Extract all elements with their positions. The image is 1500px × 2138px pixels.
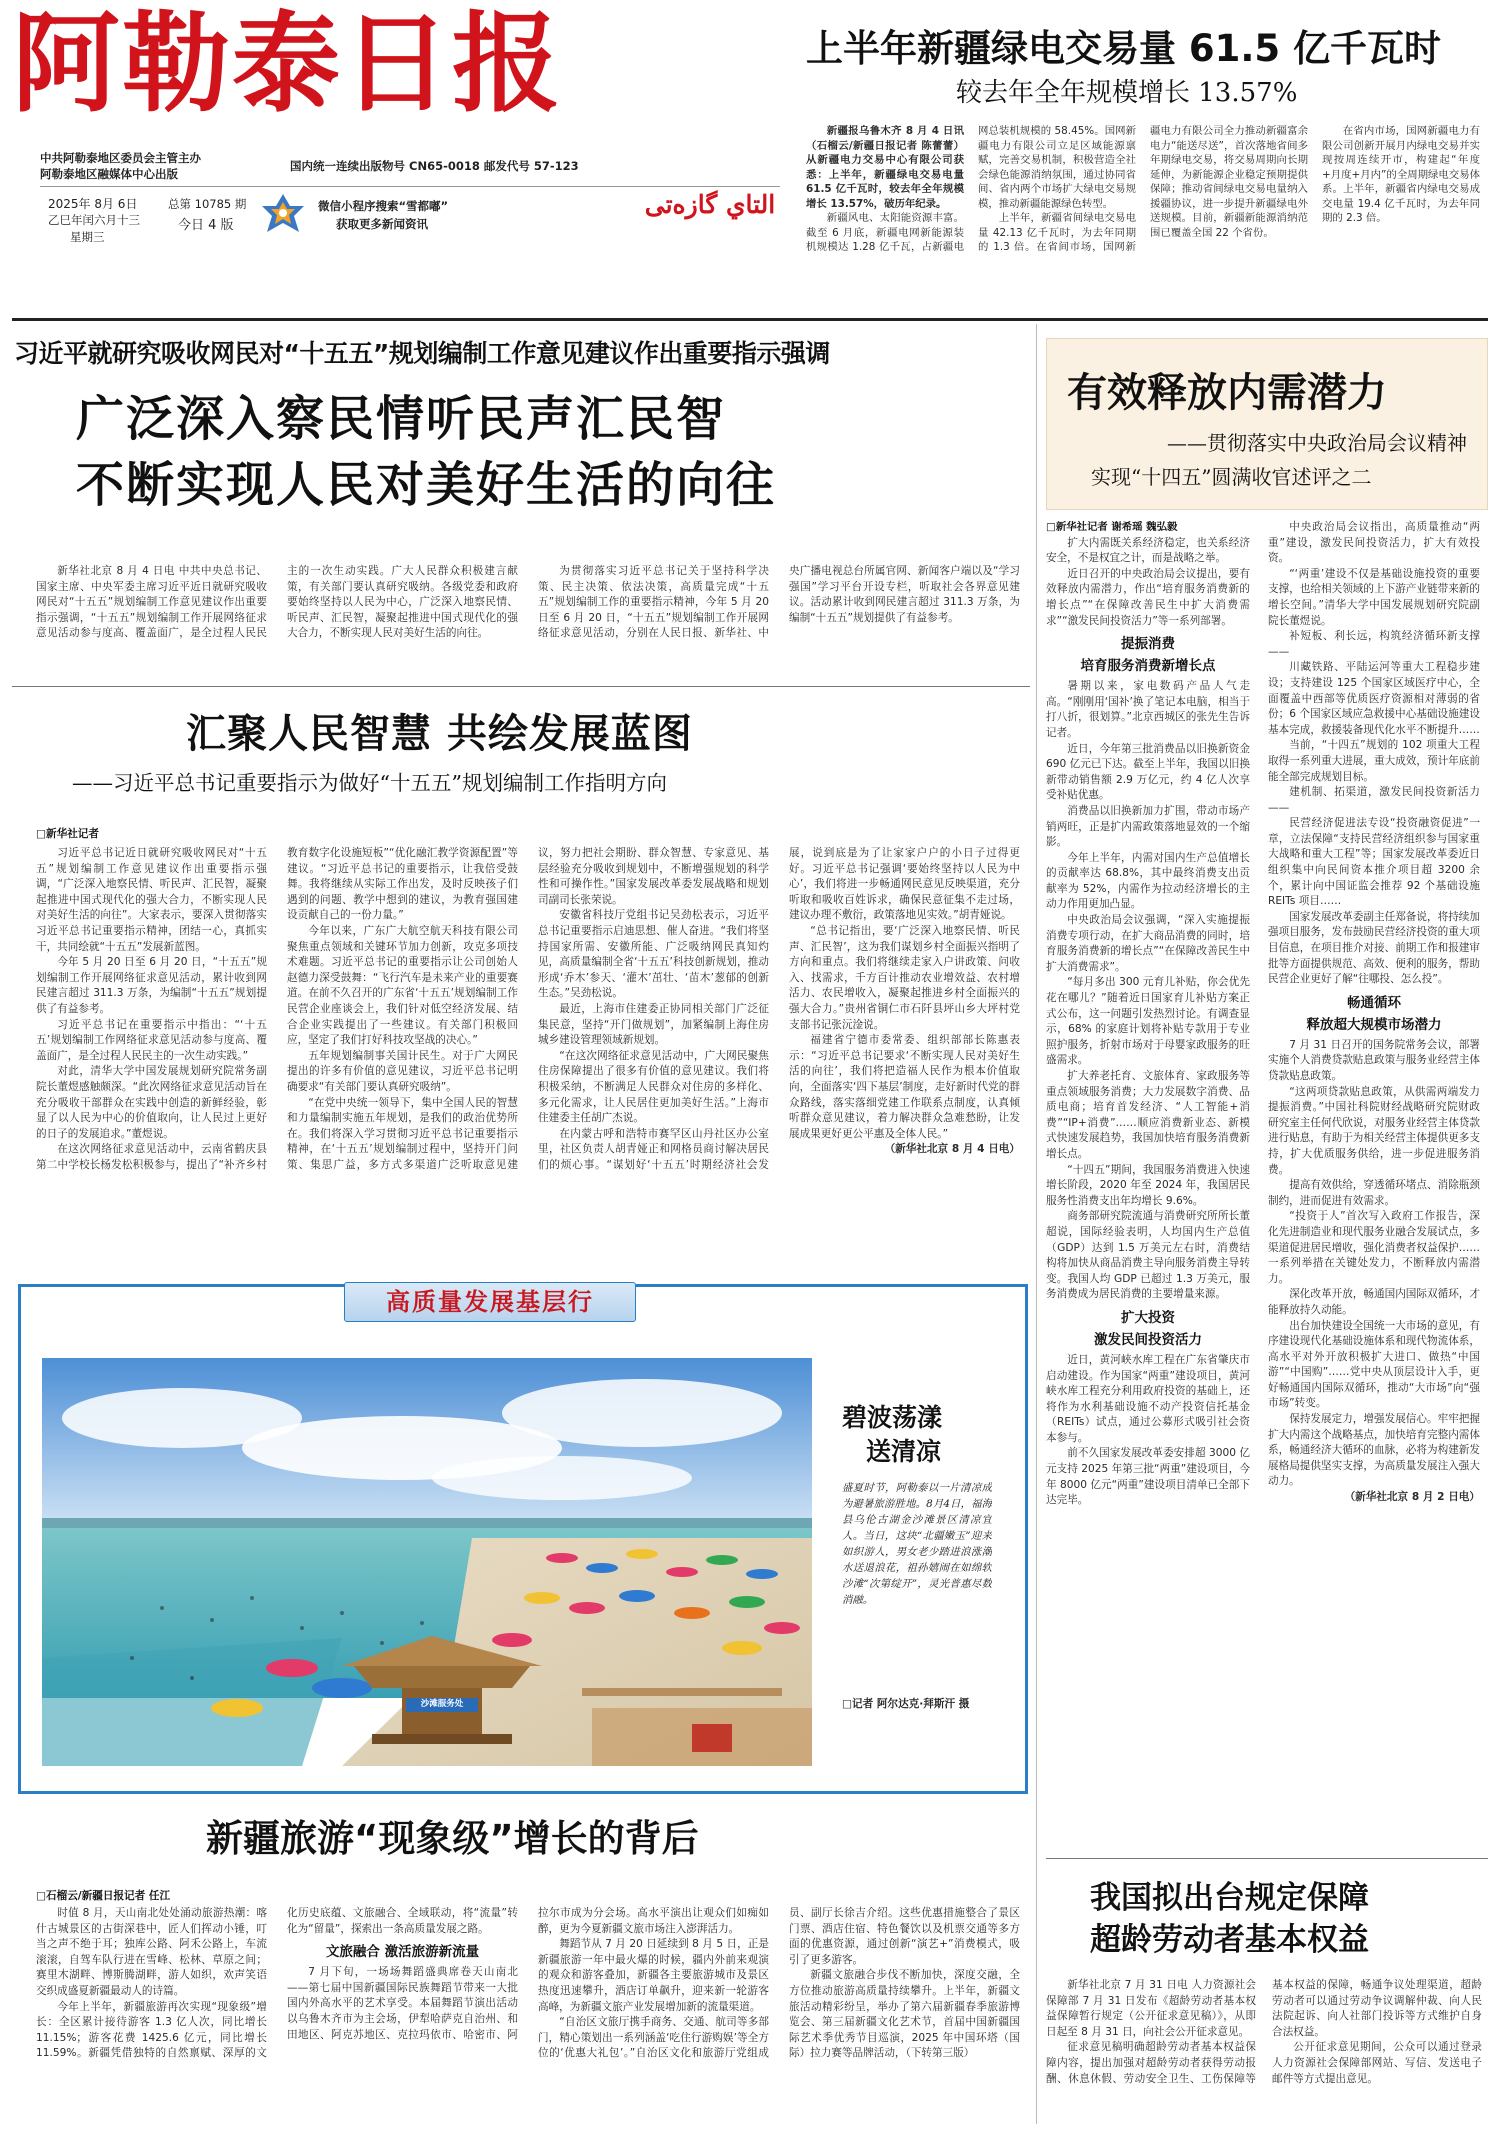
tourism-paragraph: 今年上半年，新疆旅游再次实现“现象级”增长：全区累计接待游客 1.3 亿人次，同比增长 11.15%；游客花费 1425.6 亿元，同比增长 11.59%。新疆凭借独特的自然禀赋、深厚的文化历史底蕴、文旅融合、全域联动，将“流量”转化为“留量”，探索出一条高质量发展之路。 xyxy=(36,1907,518,2060)
blueprint-paragraph: 对此，清华大学中国发展规划研究院常务副院长董煜感触颇深。“此次网络征求意见活动旨在充分吸收干部群众在实践中创造的新鲜经验，彰显了以人民为中心的价值取向，让人民过上更好的日子的发展追求。”董煜说。 xyxy=(36,1065,267,1140)
blueprint-subtitle: ——习近平总书记重要指示为做好“十五五”规划编制工作指明方向 xyxy=(72,771,667,795)
blueprint-paragraph: 在这次网络征求意见活动中，云南省鹤庆县第二中学校长杨发松积极参与，提出了“补齐乡村教育数字化设施短板”“优化融汇教学资源配置”等建议。“习近平总书记的重要指示，让我倍受鼓舞。我将继续从实际工作出发，及时反映孩子们遇到的问题、教学中想到的建议，为教育强国建设贡献自己的一份力量。” xyxy=(36,847,518,1171)
blueprint-body xyxy=(36,846,1020,1286)
section-1-paragraph: 近日，今年第三批消费品以旧换新资金 690 亿元已下达。截至上半年，我国以旧换新带动销售额 2.9 万亿元，约 4 亿人次享受补贴优惠。 xyxy=(1046,742,1250,802)
blueprint-paragraph: 最近，上海市住建委正协同相关部门广泛征集民意，坚持“开门做规划”，加紧编制上海住房城乡建设管理领域新规划。 xyxy=(538,1002,769,1047)
section-banner-label: 高质量发展基层行 xyxy=(386,1288,594,1316)
section-1-paragraph: 消费品以旧换新加力扩围，带动市场产销两旺，正是扩内需政策落地显效的一个缩影。 xyxy=(1046,804,1250,849)
issue-total: 总第 10785 期 xyxy=(168,197,247,211)
section-1-paragraph: 扩大养老托育、文旅体育、家政服务等重点领域服务消费；大力发展数字消费、品质电商；培育首发经济、“人工智能+消费”“IP+消费”……顺应消费新业态、新模式快速发展趋势，我国加快培育服务消费新增长点。 xyxy=(1046,1070,1250,1160)
commentary-subline-2: 实现“十四五”圆满收官述评之二 xyxy=(1091,465,1372,489)
section-3-paragraph: 深化改革开放，畅通国内国际双循环，才能释放持久动能。 xyxy=(1268,1288,1480,1316)
commentary-column-2 xyxy=(1268,520,1480,1850)
app-logo-icon xyxy=(258,192,308,238)
photo-caption-title-1: 碧波荡漾 xyxy=(842,1403,943,1432)
section-1-paragraph: “十四五”期间，我国服务消费进入快速增长阶段，2020 年至 2024 年，我国居民服务性消费支出年均增长 9.6%。 xyxy=(1046,1163,1250,1207)
top-story-paragraph: 在省内市场，国网新疆电力有限公司创新开展月内绿电交易并实现按周连续开市，构建起“年度+月度+月内”的全周期绿电交易体系。上半年，新疆省内绿电交易成交电量 19.4 亿千瓦时，为去年同期的 2.3 倍。 xyxy=(1322,125,1480,224)
section-3-title-1: 畅通循环 xyxy=(1347,994,1401,1011)
section-1-paragraph: 今年上半年，内需对国内生产总值增长的贡献率达 68.8%，其中最终消费支出贡献率为 52%，内需作为拉动经济增长的主动力作用更加凸显。 xyxy=(1046,851,1250,911)
labor-paragraph: 公开征求意见期间，公众可以通过登录人力资源社会保障部网站、写信、发送电子邮件等方式提出意见。 xyxy=(1272,2041,1482,2085)
lunar-date: 乙巳年闰六月十三 xyxy=(48,213,140,227)
blueprint-paragraph: 习近平总书记在重要指示中指出：“‘十五五’规划编制工作网络征求意见活动参与度高、覆盖面广，是全过程人民民主的一次生动实践。” xyxy=(36,1018,267,1062)
section-banner xyxy=(344,1282,636,1322)
section-1-paragraph: “每月多出 300 元育儿补贴，你会优先花在哪儿？”随着近日国家育儿补贴方案正式公布，这一问题引发热烈讨论。有调查显示，68% 的家庭计划将补贴专款用于专业照护服务，折射市场对于母婴家政服务的旺盛需求。 xyxy=(1046,976,1250,1067)
section-1-title-1: 提振消费 xyxy=(1121,636,1175,653)
photo-caption-title-2: 送清凉 xyxy=(866,1437,942,1466)
commentary-headline: 有效释放内需潜力 xyxy=(1067,370,1387,416)
tourism-paragraph: 7 月下旬，一场场舞蹈盛典席卷天山南北——第七届中国新疆国际民族舞蹈节带来一大批国内外高水平的艺术享受。本届舞蹈节演出活动以乌鲁木齐市为主会场，伊犁哈萨克自治州、和田地区、阿克苏地区、克拉玛依市、哈密市、阿拉尔市成为分会场。高水平演出让观众们如痴如醉，更为今夏新疆文旅市场注入澎湃活力。 xyxy=(287,1907,769,2041)
commentary-col2-paragraph: 国家发展改革委副主任郑备说，将持续加强项目服务，发布鼓励民营经济投资的重大项目信息，在项目推介对接、前期工作和报建审批等方面提供规范、高效、便利的服务，帮助民营企业更好了解“往哪投、怎么投”。 xyxy=(1268,910,1480,986)
top-story-body xyxy=(806,124,1480,304)
section-2-paragraph: 近日，黄河峡水库工程在广东省肇庆市启动建设。作为国家“两重”建设项目，黄河峡水库工程充分利用政府投资的基础上，还将作为水利基础设施不动产投资信托基金（REITs）试点，通过公募形式吸引社会资本参与。 xyxy=(1046,1353,1250,1444)
blueprint-paragraph: “总书记指出，要‘广泛深入地察民情、听民声、汇民智’，这为我们谋划乡村全面振兴指明了方向和重点。我们将继续走家入户讲政策、问收入、找需求，千方百计推动农业增效益、农村增活力、农民增收入，凝聚起推进乡村全面振兴的强大合力。”贵州省铜仁市石阡县坪山乡大坪村党支部书记张沅淦说。 xyxy=(789,924,1020,1031)
wechat-more-news-line: 获取更多新闻资讯 xyxy=(336,217,428,231)
kazakh-title: التاي گازەتى xyxy=(644,190,776,219)
tourism-body xyxy=(36,1906,1020,2132)
section-1-paragraph: 商务部研究院流通与消费研究所所长董超说，国际经验表明，人均国内生产总值（GDP）达到 1.5 万美元左右时，消费结构将加快从商品消费主导向服务消费主导转变。我国人均 GDP 已超过 1.3 万美元，服务消费成为居民消费的主要增量来源。 xyxy=(1046,1210,1250,1301)
section-1-paragraph: 中央政治局会议强调，“深入实施提振消费专项行动，在扩大商品消费的同时，培育服务消费新的增长点”“在保障改善民生中扩大消费需求”。 xyxy=(1046,914,1250,973)
top-story-subtitle: 较去年全年规模增长 13.57% xyxy=(956,78,1298,108)
commentary-col2-paragraph: 建机制、拓渠道，激发民间投资新活力—— xyxy=(1268,786,1480,814)
top-story-headline: 上半年新疆绿电交易量 61.5 亿千瓦时 xyxy=(806,27,1442,70)
top-story-lead: 新疆报乌鲁木齐 8 月 4 日讯（石榴云/新疆日报记者 陈蕾蕾）从新疆电力交易中心有限公司获悉：上半年，新疆绿电交易电量 61.5 亿千瓦时，较去年全年规模增长 13.57%，破历年纪录。 xyxy=(806,125,964,210)
section-2-paragraph: 前不久国家发展改革委安排超 3000 亿元支持 2025 年第三批“两重”建设项目，今年 8000 亿元“两重”建设项目清单已全部下达完毕。 xyxy=(1046,1447,1250,1507)
commentary-header-box xyxy=(1046,338,1488,510)
blueprint-paragraph: 习近平总书记近日就研究吸收网民对“十五五”规划编制工作意见建议作出重要指示强调，“广泛深入地察民情、听民声、汇民智，凝聚起推进中国式现代化的强大合力，不断实现人民对美好生活的向往”。大家表示，要深入贯彻落实习近平总书记重要指示精神，团结一心，真抓实干，共同绘就“十五五”发展新蓝图。 xyxy=(36,847,267,953)
blueprint-paragraph: 安徽省科技厅党组书记吴劲松表示，习近平总书记重要指示启迪思想、催人奋进。“我们将坚持国家所需、安徽所能、广泛吸纳网民真知灼见，高质量编制全省‘十五五’科技创新规划，推动形成‘乔木’参天、‘灌木’茁壮、‘苗木’葱郁的创新生态。”吴劲松说。 xyxy=(538,909,769,1000)
lead-story-headline-1: 广泛深入察民情听民声汇民智 xyxy=(76,391,727,447)
lead-story-headline-2: 不断实现人民对美好生活的向往 xyxy=(76,457,777,513)
labor-body xyxy=(1046,1978,1482,2132)
commentary-col2-paragraph: 补短板、利长远，构筑经济循环新支撑—— xyxy=(1268,630,1480,658)
tourism-paragraph: 时值 8 月，天山南北处处涌动旅游热潮：喀什古城景区的古街深巷中，匠人们挥动小锤，叮当之声不绝于耳；独库公路、阿禾公路上，车流滚滚，自驾车队行进在雪峰、松林、草原之间；赛里木湖畔、博斯腾湖畔，游人如织，欢声笑语交织成盛夏新疆最动人的诗篇。 xyxy=(36,1907,267,1997)
commentary-col2-paragraph: 民营经济促进法专设“投资融资促进”一章，立法保障“支持民营经济组织参与国家重大战略和重大工程”等；国家发展改革委近日组织集中向民间资本推介项目超 3200 余个，累计向中国证监会推荐 92 个基础设施 REITs 项目…… xyxy=(1268,817,1480,908)
beach-photo xyxy=(42,1358,812,1766)
lead-story-paragraph: 新华社北京 8 月 4 日电 中共中央总书记、国家主席、中央军委主席习近平近日就研究吸收网民对“十五五”规划编制工作意见建议作出重要指示强调，“十五五”规划编制工作开展网络征求意见活动参与度高、覆盖面广，是全过程人民民主的一次生动实践。广大人民群众积极建言献策，有关部门要认真研究吸纳。各级党委和政府要始终坚持以人民为中心，广泛深入地察民情、听民声、汇民智，凝聚起推进中国式现代化的强大合力，不断实现人民对美好生活的向往。 xyxy=(36,565,518,640)
commentary-column-1: □新华社记者 谢希瑶 魏弘毅 扩大内需既关系经济稳定，也关系经济安全，不是权宜之计，而是战略之举。 近日召开的中央政治局会议提出，要有效释放内需潜力，作出“培育服务消费新的增长点”“在保障改善民生中扩大消费需求”“激发民间投资活力”等一系列部署。 提振消费 培育服务消费新增长点 暑期以来，家电数码产品人气走高。“刚刚用‘国补’换了笔记本电脑，相当于打八折，很划算。”北京西城区的张先生告诉记者。 近日，今年第三批消费品以旧换新资金 690 亿元已下达。截至上半年，我国以旧换新带动销售额 2.9 万亿元，约 4 亿人次享受补贴优惠。 消费品以旧换新加力扩围，带动市场产销两旺，正是扩内需政策落地显效的一个缩影。 今年上半年，内需对国内生产总值增长的贡献率达 68.8%，其中最终消费支出贡献率为 52%，内需作为拉动经济增长的主动力作用更加凸显。 中央政治局会议强调，“深入实施提振消费专项行动，在扩大商品消费的同时，培育服务消费新的增长点”“在保障改善民生中扩大消费需求”。 “每月多出 300 元育儿补贴，你会优先花在哪儿？”随着近日国家育儿补贴方案正式公布，这一问题引发热烈讨论。有调查显示，68% 的家庭计划将补贴专款用于专业照护服务，折射市场对于母婴家政服务的旺盛需求。 扩大养老托育、文旅体育、家政服务等重点领域服务消费；大力发展数字消费、品质电商；培育首发经济、“人工智能+消费”“IP+消费”……顺应消费新业态、新模式快速发展趋势，我国加快培育服务消费新增长点。 “十四五”期间，我国服务消费进入快速增长阶段，2020 年至 2024 年，我国居民服务性消费支出年均增长 9.6%。 商务部研究院流通与消费研究所所长董超说，国际经验表明，人均国内生产总值（GDP）达到 1.5 万美元左右时，消费结构将加快从商品消费主导向服务消费主导转变。我国人均 GDP 已超过 1.3 万美元，服务消费成为居民消费的主要增量来源。 扩大投资 激发民间投资活力 近日，黄河峡水库工程在广东省肇庆市启动建设。作为国家“两重”建设项目，黄河峡水库工程充分利用政府投资的基础上，还将作为水利基础设施不动产投资信托基金（REITs）试点，通过公募形式吸引社会资本参与。 前不久国家发展改革委安排超 3000 亿元支持 2025 年第三批“两重”建设项目，今年 8000 亿元“两重”建设项目清单已全部下达完毕。 xyxy=(1046,520,1250,1850)
section-1-title-2: 培育服务消费新增长点 xyxy=(1080,658,1216,675)
commentary-col2-paragraph: 川藏铁路、平陆运河等重大工程稳步建设；支持建设 125 个国家区域医疗中心，全面覆盖中西部等优质医疗资源相对薄弱的省份；6 个国家区域应急救援中心基础设施建设基本完成，救援装备现代化水平不断提升…… xyxy=(1268,661,1480,736)
section-1-paragraph: 暑期以来，家电数码产品人气走高。“刚刚用‘国补’换了笔记本电脑，相当于打八折，很划算。”北京西城区的张先生告诉记者。 xyxy=(1046,680,1250,739)
commentary-intro: 扩大内需既关系经济稳定，也关系经济安全，不是权宜之计，而是战略之举。 xyxy=(1046,536,1250,565)
publication-date: 2025年 8月 6日 xyxy=(48,197,138,211)
lead-story-body xyxy=(36,564,1020,672)
section-3-paragraph: 7 月 31 日召开的国务院常务会议，部署实施个人消费贷款贴息政策与服务业经营主体贷款贴息政策。 xyxy=(1268,1038,1480,1082)
blueprint-byline: □新华社记者 xyxy=(36,828,99,840)
section-2-title-1: 扩大投资 xyxy=(1121,1309,1175,1326)
tourism-paragraph: 舞蹈节从 7 月 20 日延续到 8 月 5 日，正是新疆旅游一年中最火爆的时候，疆内外前来观演的观众和游客叠加，新疆各主要旅游城市及景区热度迅速攀升，酒店订单飙升，迎来新一轮游客高峰，为新疆文旅产业发展增加新的流量渠道。 xyxy=(538,1938,769,2013)
tourism-headline: 新疆旅游“现象级”增长的背后 xyxy=(206,1817,699,1860)
section-3-title-2: 释放超大规模市场潜力 xyxy=(1306,1016,1442,1033)
blueprint-paragraph: 福建省宁德市委常委、组织部部长陈惠表示：“习近平总书记要求‘不断实现人民对美好生活的向往’，我们将把造福人民作为根本价值取向，全面落实‘四下基层’制度，走好新时代党的群众路线，落实落细党建工作联系点制度，认真倾听群众意见建议，着力解决群众急难愁盼，让发展成果更好更公平惠及全体人民。” xyxy=(789,1034,1020,1140)
blueprint-paragraph: 在内蒙古呼和浩特市赛罕区山丹社区办公室里，社区负责人胡青娅正和网格员商讨解决居民们的烦心事。“谋划好‘十五五’时期经济社会发展，说到底是为了让家家户户的小日子过得更好。习近平总书记强调‘要始终坚持以人民为中心’，我们将进一步畅通网民意见反映渠道，充分听取和吸收百姓诉求，确保民意征集不走过场，建议办理不敷衍，政策落地见实效。”胡青娅说。 xyxy=(538,847,1020,1171)
tourism-subheading: 文旅融合 激活旅游新流量 xyxy=(325,1944,480,1961)
weekday: 星期三 xyxy=(70,230,105,244)
blueprint-headline: 汇聚人民智慧 共绘发展蓝图 xyxy=(186,711,693,757)
labor-headline-1: 我国拟出台规定保障 xyxy=(1090,1880,1369,1916)
top-story-paragraph: 上半年，新疆省间绿电交易电量 42.13 亿千瓦时，为去年同期的 1.3 倍。在省间市场，国网新疆电力有限公司全力推动新疆富余电力“能送尽送”，首次落地省间多年期绿电交易，将交易周期向长期延伸，为新能源企业稳定预期提供保障；推动省间绿电交易电量纳入援疆协议，进一步提升新疆绿电外送规模。目前，新疆新能源消纳范围已覆盖全国 22 个省份。 xyxy=(978,125,1308,253)
blueprint-paragraph: 今年以来，广东广大航空航天科技有限公司聚焦重点领域和关键环节加力创新，攻克多项技术难题。习近平总书记的重要指示让公司创始人赵德力深受鼓舞：“飞行汽车是未来产业的重要赛道。在前不久召开的广东省‘十五五’规划编制工作民营企业座谈会上，我们针对低空经济发展、结合企业实践提出了一些建议。有关部门积极回应，坚定了我们打好科技攻坚战的决心。” xyxy=(287,924,518,1047)
section-3-paragraph: 提高有效供给，穿透循环堵点、消除瓶颈制约，进而促进有效需求。 xyxy=(1268,1179,1480,1207)
sponsor-line-2: 阿勒泰地区融媒体中心出版 xyxy=(40,167,178,181)
photo-caption-text: 盛夏时节，阿勒泰以一片清凉成为避暑旅游胜地。8月4日，福海县乌伦古湖金沙滩景区清凉宜人。当日，这块“北疆嫩玉”迎来如织游人，男女老少踏进浪涨潮水送退浪花，祖孙嬉闹在如绵软沙滩“次第绽开”，灵光普惠尽数消融。 xyxy=(842,1482,992,1606)
top-story-paragraph: 新疆风电、太阳能资源丰富。截至 6 月底，新疆电网新能源装机规模达 1.28 亿千瓦，占新疆电网总装机规模的 58.45%。国网新疆电力有限公司立足区域能源禀赋，完善交易机制，积极营造全社会绿色能源消纳氛围，通过协同省间、省内两个市场扩大绿电交易规模，推动新疆能源绿色转型。 xyxy=(806,125,1136,253)
labor-paragraph: 新华社北京 7 月 31 日电 人力资源社会保障部 7 月 31 日发布《超龄劳动者基本权益保障暂行规定（公开征求意见稿）》，从即日起至 8 月 31 日，向社会公开征求意见。 xyxy=(1046,1979,1256,2038)
blueprint-paragraph: “在党中央统一领导下，集中全国人民的智慧和力量编制实施五年规划，是我们的政治优势所在。我们将深入学习贯彻习近平总书记重要指示精神，在‘十五五’规划编制过程中，坚持开门问策、集思广益，多方式多渠道广泛听取意见建议，努力把社会期盼、群众智慧、专家意见、基层经验充分吸收到规划中，不断增强规划的科学性和可操作性。”国家发展改革委发展战略和规划司副司长张荣说。 xyxy=(287,847,769,1171)
section-2-title-2: 激发民间投资活力 xyxy=(1094,1331,1202,1348)
serial-number-line: 国内统一连续出版物号 CN65-0018 邮发代号 57-123 xyxy=(290,159,579,173)
commentary-subline-1: ——贯彻落实中央政治局会议精神 xyxy=(1167,431,1467,455)
blueprint-paragraph: 今年 5 月 20 日至 6 月 20 日，“十五五”规划编制工作开展网络征求意见活动，累计收到网民建言超过 311.3 万条，为编制“十五五”规划提供了有益参考。 xyxy=(36,956,267,1015)
section-3-paragraph: “投资于人”首次写入政府工作报告，深化先进制造业和现代服务业融合发展试点，多渠道促进居民增收，强化消费者权益保护……一系列举措在关键处发力，不断释放内需潜力。 xyxy=(1268,1210,1480,1285)
commentary-byline: 新华社记者 谢希瑶 魏弘毅 xyxy=(1055,521,1178,533)
section-3-paragraph: “这两项贷款贴息政策，从供需两端发力提振消费。”中国社科院财经战略研究院财政研究室主任何代欣说，对服务业经营主体贷款进行贴息，有助于为相关经营主体提供更多支持，扩大优质服务供给，进一步促进服务消费。 xyxy=(1268,1085,1480,1176)
section-3-paragraph: 出台加快建设全国统一大市场的意见，有序建设现代化基础设施体系和现代物流体系，高水平对外开放积极扩大进口、做热“中国游”“中国购”……党中央从顶层设计入手，更好畅通国内国际双循环，推动“大市场”向“强市场”转变。 xyxy=(1268,1319,1480,1410)
tourism-paragraph: 新疆文旅融合步伐不断加快，深度交融，全方位推动旅游高质量持续攀升。上半年，新疆文旅活动精彩纷呈，举办了第六届新疆春季旅游博览会、第三届新疆文化艺术节，首届中国新疆国际艺术季优秀节目巡演，2025 年中国环塔（国际）拉力赛等品牌活动，（下转第三版） xyxy=(789,1969,1020,2060)
pavilion-sign: 沙滩服务处 xyxy=(420,1699,464,1709)
commentary-intro: 近日召开的中央政治局会议提出，要有效释放内需潜力，作出“培育服务消费新的增长点”“在保障改善民生中扩大消费需求”“激发民间投资活力”等一系列部署。 xyxy=(1046,567,1250,627)
tourism-byline: □石榴云/新疆日报记者 任江 xyxy=(36,1890,171,1902)
lead-story-kicker: 习近平就研究吸收网民对“十五五”规划编制工作意见建议作出重要指示强调 xyxy=(14,339,830,368)
commentary-col2-paragraph: 当前，“十四五”规划的 102 项重大工程取得一系列重大进展，重大成效，预计年底前能全部完成规划目标。 xyxy=(1268,739,1480,783)
commentary-col2-paragraph: “‘两重’建设不仅是基础设施投资的重要支撑，也给相关领域的上下游产业链带来新的增长空间。”清华大学中国发展规划研究院副院长董煜说。 xyxy=(1268,567,1480,627)
newspaper-title: 阿勒泰日报 xyxy=(12,1,563,127)
photo-caption-credit: □记者 阿尔达克·拜斯汗 摄 xyxy=(842,1698,970,1710)
blueprint-paragraph: 五年规划编制事关国计民生。对于广大网民提出的许多有价值的意见建议，习近平总书记明确要求“有关部门要认真研究吸纳”。 xyxy=(287,1049,518,1093)
wechat-mini-program-line: 微信小程序搜索“雪都嘟” xyxy=(318,199,449,213)
sponsor-line-1: 中共阿勒泰地区委员会主管主办 xyxy=(40,151,201,165)
section-3-paragraph: 保持发展定力，增强发展信心。牢牢把握扩大内需这个战略基点，加快培育完整内需体系，畅通经济大循环的血脉，必将为构建新发展格局提供坚实支撑，为高质量发展注入强大动力。 xyxy=(1268,1413,1480,1488)
labor-paragraph: 征求意见稿明确超龄劳动者基本权益保障内容，提出加强对超龄劳动者获得劳动报酬、休息休假、劳动安全卫生、工伤保障等基本权益的保障，畅通争议处理渠道，超龄劳动者可以通过劳动争议调解仲裁、向人民法院起诉、向人社部门投诉等方式维护自身合法权益。 xyxy=(1046,1979,1482,2085)
commentary-dateline: （新华社北京 8 月 2 日电） xyxy=(1344,1491,1480,1504)
labor-headline-2: 超龄劳动者基本权益 xyxy=(1090,1922,1369,1958)
blueprint-paragraph: “在这次网络征求意见活动中，广大网民聚焦住房保障提出了很多有价值的意见建议。我们将积极采纳，不断满足人民群众对住房的多样化、多元化需求，让人民居住更加美好生活。”上海市住建委主任胡广杰说。 xyxy=(538,1049,769,1125)
pages-today: 今日 4 版 xyxy=(178,218,234,233)
blueprint-dateline: （新华社北京 8 月 4 日电） xyxy=(884,1143,1020,1156)
lead-story-paragraph: 为贯彻落实习近平总书记关于坚持科学决策、民主决策、依法决策，高质量完成“十五五”规划编制工作的重要指示精神，今年 5 月 20 日至 6 月 20 日，“十五五”规划编制工作开展网络征求意见活动，分别在人民日报、新华社、中央广播电视总台所属官网、新闻客户端以及“学习强国”学习平台开设专栏，听取社会各界意见建议。活动累计收到网民建言超过 311.3 万条，为编制“十五五”规划提供了有益参考。 xyxy=(538,565,1020,640)
commentary-col2-paragraph: 中央政治局会议指出，高质量推动“两重”建设，激发民间投资活力，扩大有效投资。 xyxy=(1268,521,1480,565)
tourism-paragraph: “自治区文旅厅携手商务、交通、航司等多部门，精心策划出一系列涵盖‘吃住行游购娱’等全方位的‘优惠大礼包’。”自治区文化和旅游厅党组成员、副厅长徐吉介绍。这些优惠措施整合了景区门票、酒店住宿、特色餐饮以及机票交通等多方面的优惠资源，通过创新“演艺+”消费模式，吸引了更多游客。 xyxy=(538,1907,1020,2060)
